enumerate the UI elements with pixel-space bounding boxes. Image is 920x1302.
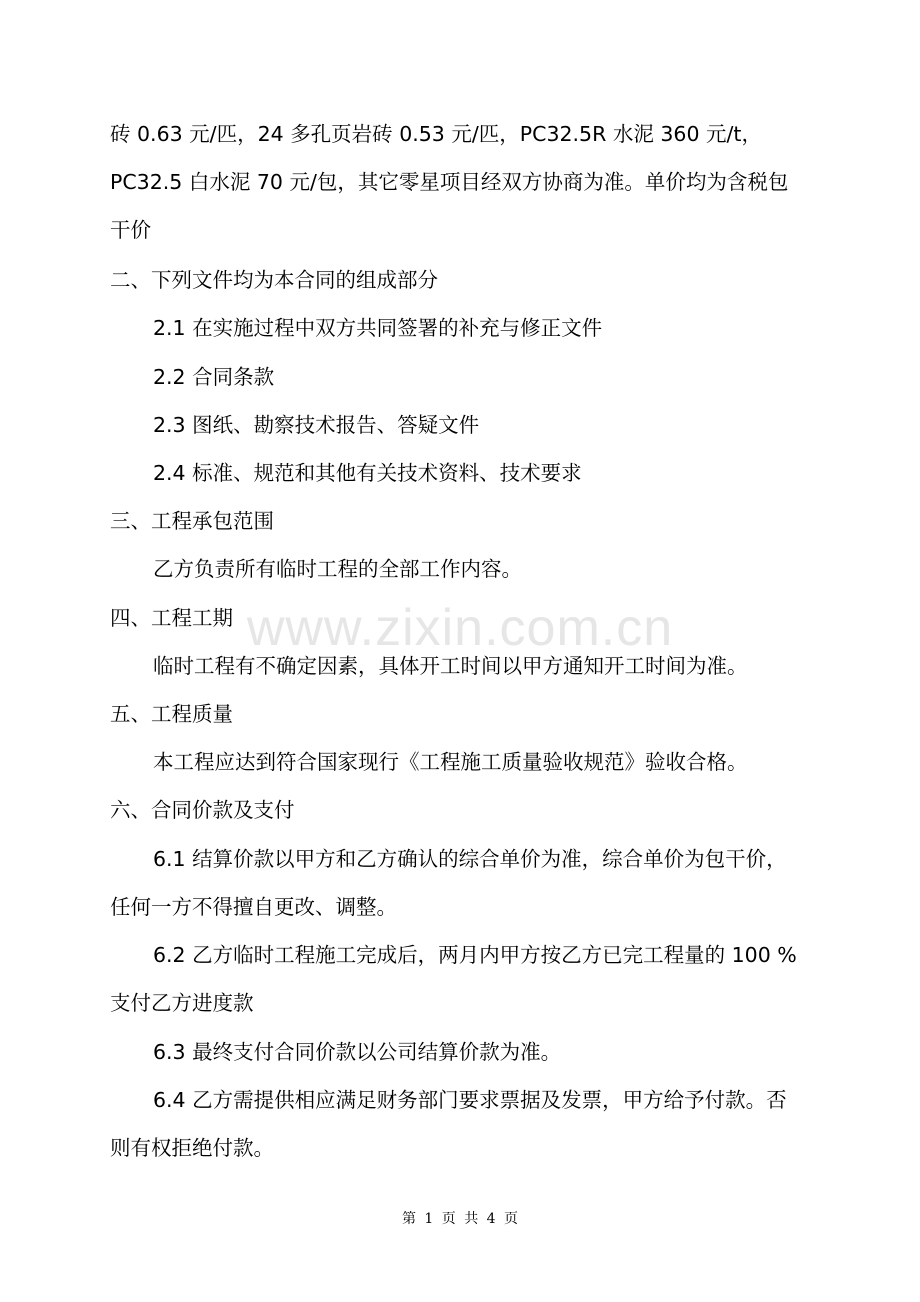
page-number-footer: 第 1 页 共 4 页: [401, 1211, 519, 1227]
section-heading: 六、合同价款及支付: [110, 798, 295, 822]
section-heading: 二、下列文件均为本合同的组成部分: [110, 268, 438, 292]
paragraph: 6.1 结算价款以甲方和乙方确认的综合单价为准，综合单价为包干价，: [153, 847, 787, 871]
paragraph: 6.4 乙方需提供相应满足财务部门要求票据及发票，甲方给予付款。否: [153, 1088, 787, 1112]
section-heading: 五、工程质量: [110, 702, 233, 726]
paragraph: 临时工程有不确定因素，具体开工时间以甲方通知开工时间为准。: [153, 654, 748, 678]
list-item: 2.2 合同条款: [153, 365, 275, 389]
watermark: www.zixin.com.cn: [246, 599, 674, 657]
body-line: PC32.5 白水泥 70 元/包，其它零星项目经双方协商为准。单价均为含税包: [110, 170, 789, 194]
section-heading: 四、工程工期: [110, 606, 233, 630]
body-line: 砖 0.63 元/匹，24 多孔页岩砖 0.53 元/匹，PC32.5R 水泥 360 元/t，: [110, 122, 762, 146]
paragraph: 本工程应达到符合国家现行《工程施工质量验收规范》验收合格。: [153, 750, 748, 774]
list-item: 2.4 标准、规范和其他有关技术资料、技术要求: [153, 461, 582, 485]
paragraph-continuation: 支付乙方进度款: [110, 991, 254, 1015]
paragraph: 6.2 乙方临时工程施工完成后，两月内甲方按乙方已完工程量的 100 %: [153, 943, 797, 967]
paragraph: 乙方负责所有临时工程的全部工作内容。: [153, 557, 522, 581]
list-item: 2.1 在实施过程中双方共同签署的补充与修正文件: [153, 316, 603, 340]
paragraph: 6.3 最终支付合同价款以公司结算价款为准。: [153, 1040, 562, 1064]
body-line: 干价: [110, 218, 151, 242]
section-heading: 三、工程承包范围: [110, 509, 274, 533]
paragraph-continuation: 任何一方不得擅自更改、调整。: [110, 895, 397, 919]
paragraph-continuation: 则有权拒绝付款。: [110, 1136, 274, 1160]
list-item: 2.3 图纸、勘察技术报告、答疑文件: [153, 413, 480, 437]
